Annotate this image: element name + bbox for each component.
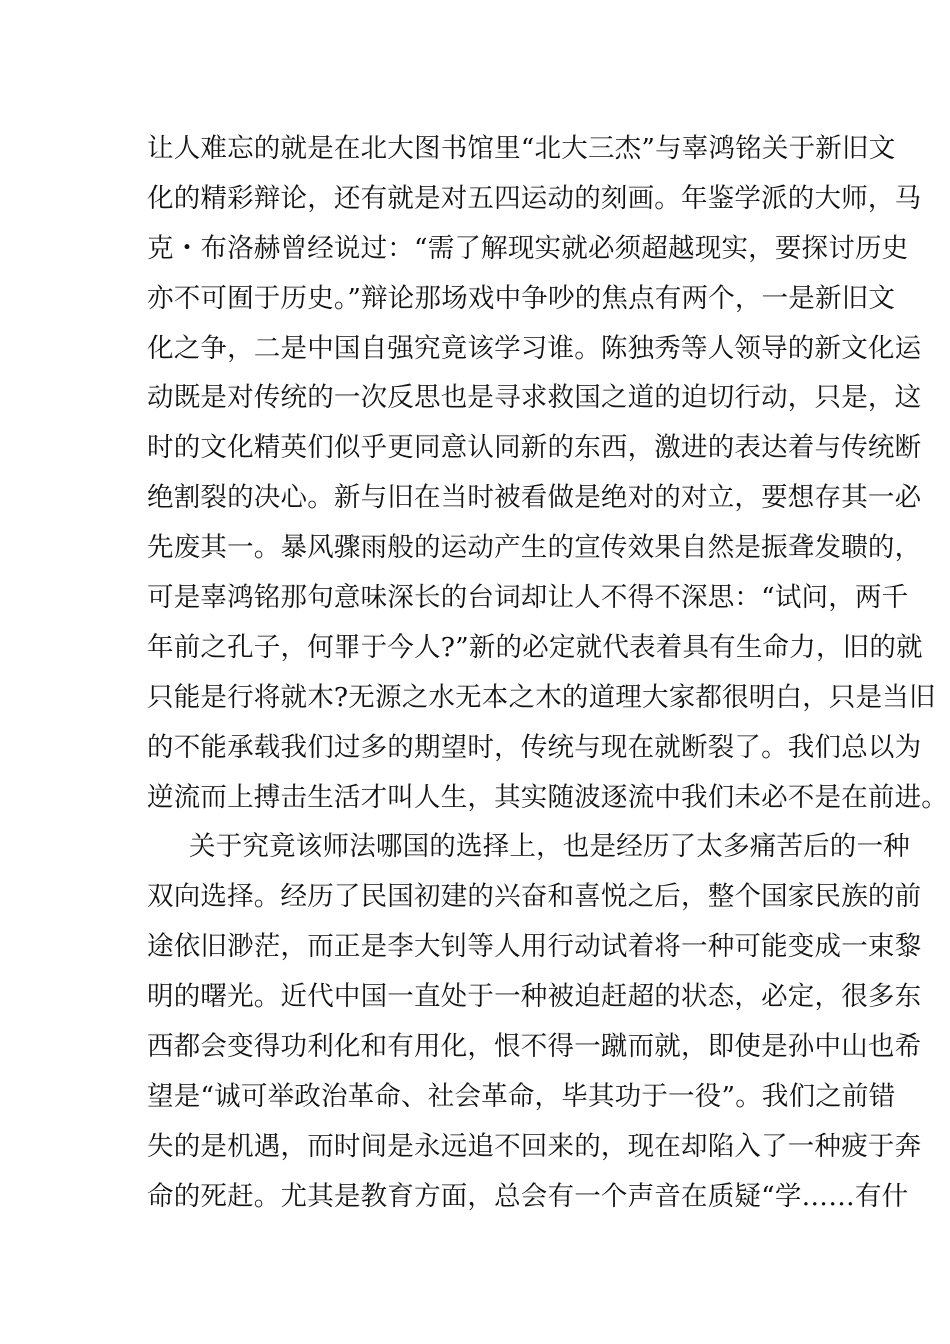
text-line: 年前之孔子，何罪于今人?”新的必定就代表着具有生命力，旧的就 xyxy=(147,631,923,663)
text-line: 望是“诚可举政治革命、社会革命，毕其功于一役”。我们之前错 xyxy=(147,1080,896,1112)
text-line: 的不能承载我们过多的期望时，传统与现在就断裂了。我们总以为 xyxy=(147,731,922,763)
text-line: 让人难忘的就是在北大图书馆里“北大三杰”与辜鸿铭关于新旧文 xyxy=(147,133,896,164)
text-line: 先废其一。暴风骤雨般的运动产生的宣传效果自然是振聋发聩的， xyxy=(147,532,922,564)
text-line: 途依旧渺茫，而正是李大钊等人用行动试着将一种可能变成一束黎 xyxy=(147,931,922,963)
paragraph-start-line: 关于究竟该师法哪国的选择上，也是经历了太多痛苦后的一种 xyxy=(189,831,910,863)
text-line: 化之争，二是中国自强究竟该学习谁。陈独秀等人领导的新文化运 xyxy=(147,332,922,364)
text-line: 明的曙光。近代中国一直处于一种被迫赶超的状态，必定，很多东 xyxy=(147,981,922,1013)
text-line: 双向选择。经历了民国初建的兴奋和喜悦之后，整个国家民族的前 xyxy=(147,881,922,913)
text-line: 命的死赶。尤其是教育方面，总会有一个声音在质疑“学……有什 xyxy=(147,1180,909,1212)
text-line: 化的精彩辩论，还有就是对五四运动的刻画。年鉴学派的大师，马 xyxy=(147,182,922,214)
body-text xyxy=(147,124,948,1222)
text-line: 亦不可囿于历史。”辩论那场戏中争吵的焦点有两个，一是新旧文 xyxy=(147,282,896,314)
text-line: 可是辜鸿铭那句意味深长的台词却让人不得不深思：“试问，两千 xyxy=(147,582,909,614)
text-line: 克・布洛赫曾经说过：“需了解现实就必须超越现实，要探讨历史 xyxy=(147,232,909,264)
text-line: 动既是对传统的一次反思也是寻求救国之道的迫切行动，只是，这 xyxy=(147,382,922,414)
text-line: 绝割裂的决心。新与旧在当时被看做是绝对的对立，要想存其一必 xyxy=(147,482,922,514)
text-line: 只能是行将就木?无源之水无本之木的道理大家都很明白，只是当旧 xyxy=(147,681,936,713)
paragraph-end-line: 逆流而上搏击生活才叫人生，其实随波逐流中我们未必不是在前进。 xyxy=(147,781,948,813)
text-line: 时的文化精英们似乎更同意认同新的东西，激进的表达着与传统断 xyxy=(147,432,922,464)
text-line: 西都会变得功利化和有用化，恨不得一蹴而就，即使是孙中山也希 xyxy=(147,1031,922,1063)
text-line: 失的是机遇，而时间是永远追不回来的，现在却陷入了一种疲于奔 xyxy=(147,1130,922,1162)
